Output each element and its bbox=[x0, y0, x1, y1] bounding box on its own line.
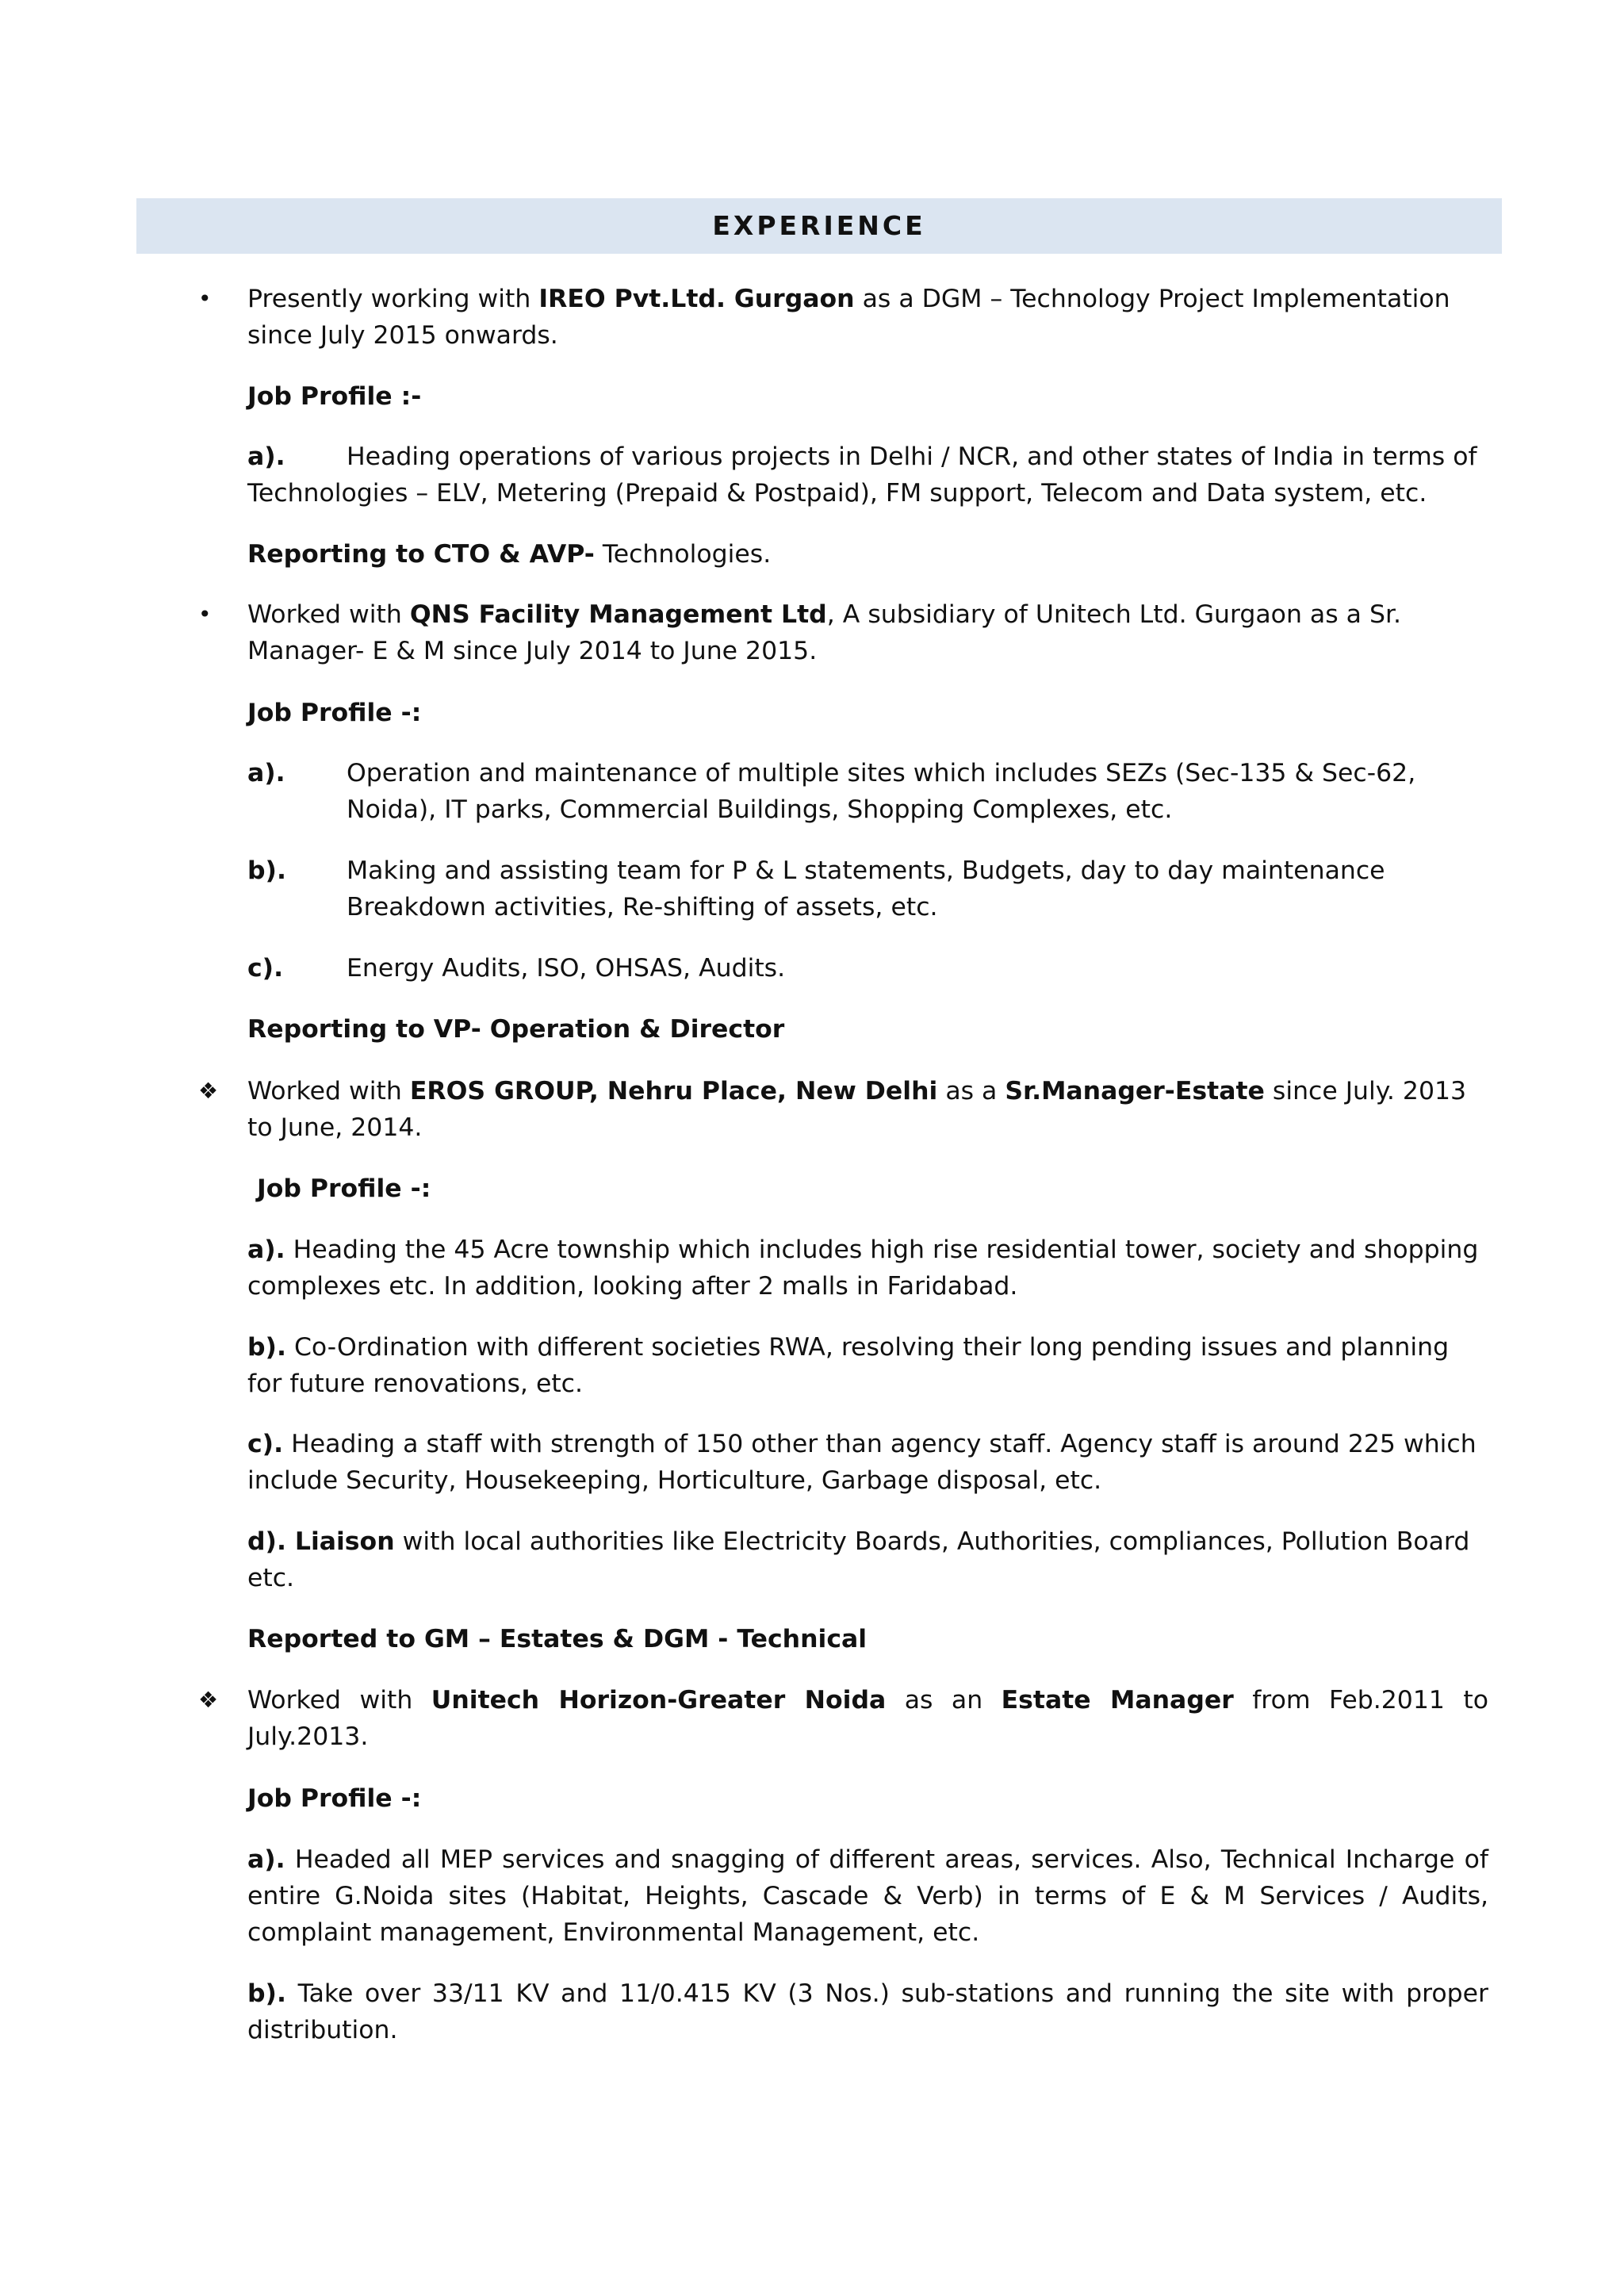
ireo-entry-line1 bbox=[247, 281, 1488, 317]
qns-item-b-line1: Making and assisting team for P & L statements, Budgets, day to day maintenance bbox=[347, 856, 1385, 885]
ireo-reporting bbox=[247, 536, 1488, 573]
ireo-pre: Presently working with bbox=[247, 285, 539, 313]
eros-item-d-line1 bbox=[247, 1523, 1488, 1560]
unitech-item-a-label: a). bbox=[247, 1845, 285, 1874]
eros-role: Sr.Manager-Estate bbox=[1005, 1077, 1265, 1105]
eros-item-b-text: Co-Ordination with different societies RWA, resolving their long pending issues and planning bbox=[293, 1333, 1450, 1362]
qns-item-a-label: a). bbox=[247, 759, 285, 787]
qns-pre: Worked with bbox=[247, 600, 410, 629]
qns-item-a-line1: Operation and maintenance of multiple sites which includes SEZs (Sec-135 & Sec-62, bbox=[347, 759, 1416, 787]
eros-item-a-line2: complexes etc. In addition, looking after 2 malls in Faridabad. bbox=[247, 1272, 1018, 1301]
unitech-job-profile-heading: Job Profile -: bbox=[247, 1784, 422, 1813]
bullet-dot-icon: • bbox=[198, 285, 212, 312]
qns-post: , A subsidiary of Unitech Ltd. Gurgaon as a Sr. bbox=[826, 600, 1402, 629]
eros-mid: as a bbox=[937, 1077, 1005, 1105]
unitech-item-a-line1 bbox=[247, 1841, 1488, 1878]
eros-post: since July. 2013 bbox=[1264, 1077, 1467, 1105]
eros-entry-line2: to June, 2014. bbox=[247, 1113, 423, 1142]
ireo-item-a-label: a). bbox=[247, 443, 285, 471]
unitech-mid: as an bbox=[886, 1686, 1002, 1715]
qns-job-profile-heading: Job Profile -: bbox=[247, 699, 422, 727]
eros-item-d-label: d). Liaison bbox=[247, 1527, 395, 1556]
eros-item-a-label: a). bbox=[247, 1236, 285, 1264]
eros-company: EROS GROUP, Nehru Place, New Delhi bbox=[409, 1077, 938, 1105]
eros-item-a-line1 bbox=[247, 1232, 1488, 1268]
eros-item-c-line2: include Security, Housekeeping, Horticulture, Garbage disposal, etc. bbox=[247, 1466, 1102, 1495]
eros-item-c-line1 bbox=[247, 1426, 1488, 1462]
bullet-dot-icon: • bbox=[198, 601, 212, 627]
ireo-company: IREO Pvt.Ltd. Gurgaon bbox=[538, 285, 855, 313]
eros-reporting: Reported to GM – Estates & DGM - Technical bbox=[247, 1625, 868, 1653]
ireo-reporting-rest: Technologies. bbox=[594, 540, 772, 569]
unitech-item-b-line2: distribution. bbox=[247, 2016, 398, 2044]
qns-entry-line2: Manager- E & M since July 2014 to June 2015. bbox=[247, 637, 818, 665]
bullet-diamond-icon: ❖ bbox=[198, 1078, 219, 1104]
eros-item-b-line1 bbox=[247, 1329, 1488, 1366]
unitech-item-a-text: Headed all MEP services and snagging of different areas, services. Also, Technical Incharge of bbox=[294, 1845, 1488, 1874]
unitech-pre: Worked with bbox=[247, 1686, 431, 1715]
qns-item-c-line1: Energy Audits, ISO, OHSAS, Audits. bbox=[347, 954, 786, 983]
eros-item-b-label: b). bbox=[247, 1333, 286, 1362]
ireo-reporting-bold: Reporting to CTO & AVP- bbox=[247, 540, 595, 569]
eros-item-c-text: Heading a staff with strength of 150 other than agency staff. Agency staff is around 225 which bbox=[291, 1430, 1477, 1458]
section-title: EXPERIENCE bbox=[136, 198, 1502, 254]
qns-item-b-label: b). bbox=[247, 856, 286, 885]
unitech-role: Estate Manager bbox=[1001, 1686, 1234, 1715]
unitech-entry-line2: July.2013. bbox=[247, 1722, 369, 1751]
ireo-item-a-line2: Technologies – ELV, Metering (Prepaid & Postpaid), FM support, Telecom and Data system, etc. bbox=[247, 479, 1427, 508]
eros-pre: Worked with bbox=[247, 1077, 410, 1105]
ireo-role: as a DGM – Technology Project Implementation bbox=[854, 285, 1450, 313]
qns-reporting: Reporting to VP- Operation & Director bbox=[247, 1015, 785, 1044]
unitech-item-b-text: Take over 33/11 KV and 11/0.415 KV (3 Nos.) sub-stations and running the site with proper bbox=[297, 1979, 1488, 2008]
unitech-item-b-label: b). bbox=[247, 1979, 286, 2008]
eros-item-c-label: c). bbox=[247, 1430, 284, 1458]
eros-item-d-line2: etc. bbox=[247, 1564, 295, 1592]
qns-company: QNS Facility Management Ltd bbox=[409, 600, 827, 629]
eros-item-d-text: with local authorities like Electricity Boards, Authorities, compliances, Pollution Board bbox=[402, 1527, 1470, 1556]
bullet-diamond-icon: ❖ bbox=[198, 1687, 219, 1713]
eros-item-b-line2: for future renovations, etc. bbox=[247, 1370, 584, 1398]
unitech-entry-line1 bbox=[247, 1682, 1488, 1718]
ireo-item-a-line1: Heading operations of various projects in Delhi / NCR, and other states of India in terms of bbox=[347, 443, 1477, 471]
ireo-job-profile-heading: Job Profile :- bbox=[247, 382, 422, 411]
eros-item-a-text: Heading the 45 Acre township which includes high rise residential tower, society and shopping bbox=[293, 1236, 1479, 1264]
unitech-post: from Feb.2011 to bbox=[1233, 1686, 1488, 1715]
qns-entry-line1 bbox=[247, 596, 1488, 633]
unitech-item-a-line3: complaint management, Environmental Management, etc. bbox=[247, 1918, 980, 1947]
qns-item-b-line2: Breakdown activities, Re-shifting of assets, etc. bbox=[347, 893, 938, 921]
ireo-entry-line2: since July 2015 onwards. bbox=[247, 321, 558, 350]
unitech-item-b-line1 bbox=[247, 1975, 1488, 2012]
qns-item-a-line2: Noida), IT parks, Commercial Buildings, Shopping Complexes, etc. bbox=[347, 795, 1173, 824]
eros-job-profile-heading: Job Profile -: bbox=[257, 1174, 431, 1203]
eros-entry-line1 bbox=[247, 1073, 1488, 1109]
unitech-company: Unitech Horizon-Greater Noida bbox=[431, 1686, 887, 1715]
unitech-item-a-line2: entire G.Noida sites (Habitat, Heights, Cascade & Verb) in terms of E & M Services / Audits, bbox=[247, 1882, 1488, 1910]
qns-item-c-label: c). bbox=[247, 954, 284, 983]
